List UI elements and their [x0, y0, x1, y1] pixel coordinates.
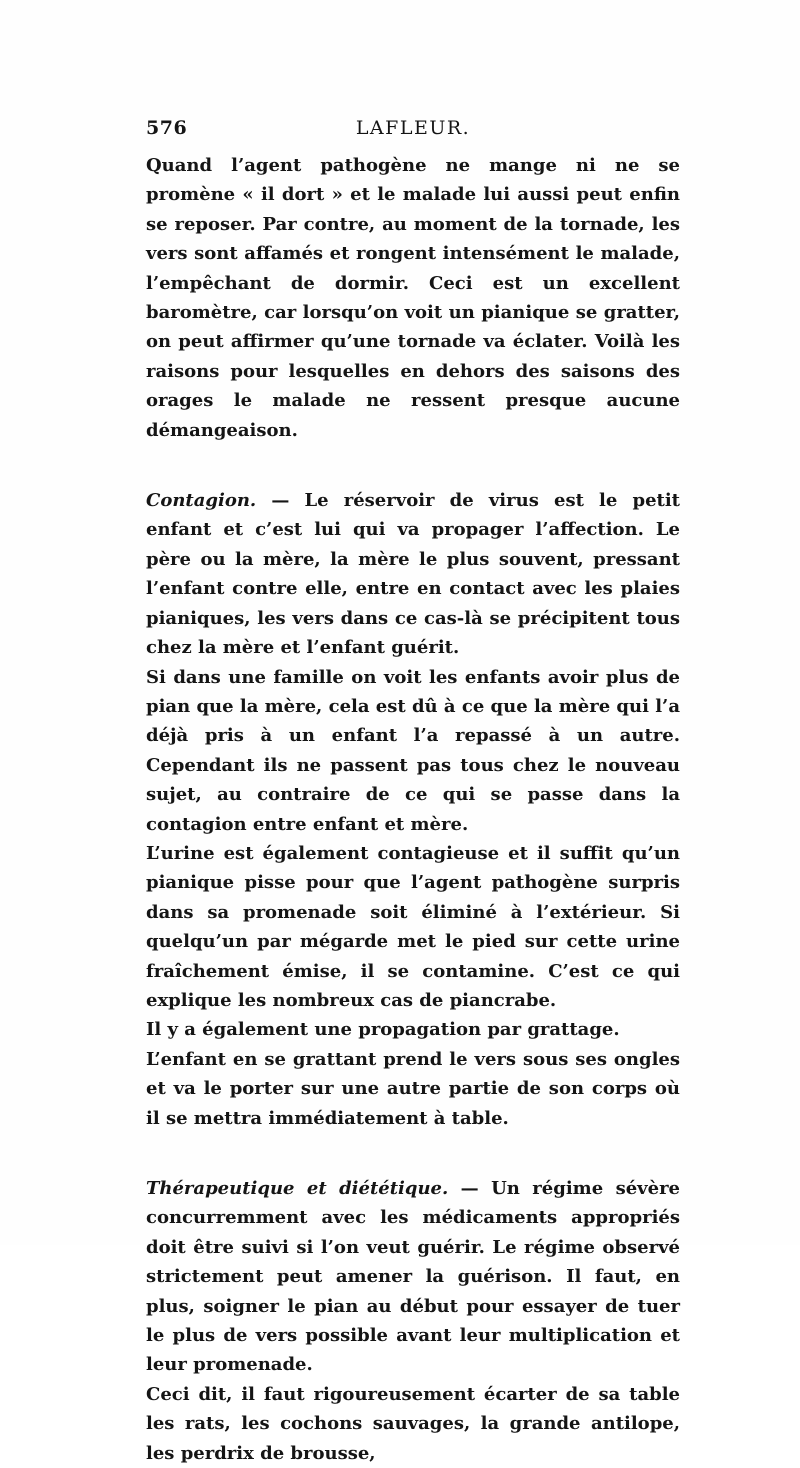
- paragraph-famille: Si dans une famille on voit les enfants avoir plus de pian que la mère, cela est dû à ce que la mère qui l’a déjà pris à un enfant l’a repassé à un autre. Cependant ils ne passent pas tous chez le nouveau sujet, au contraire de ce qui se passe dans la contagion entre enfant et mère.: [146, 666, 680, 835]
- page-body: [146, 151, 680, 1468]
- page-header: [146, 117, 680, 147]
- section-title-contagion: Contagion.: [146, 490, 257, 512]
- paragraph-regime-table: Ceci dit, il faut rigoureusement écarter de sa table les rats, les cochons sauvages, la grande antilope, les perdrix de brousse,: [146, 1383, 680, 1464]
- paragraph-therapeutique: [146, 1174, 680, 1380]
- paragraph-therapeutique-text: — Un régime sévère concurremment avec les médicaments appropriés doit être suivi si l’on veut guérir. Le régime observé strictement peut amener la guérison. Il faut, en plus, soigner le pian au début pour essayer de tuer le plus de vers possible avant leur multiplication et leur promenade.: [146, 1178, 680, 1376]
- section-title-therapeutique: Thérapeutique et diététique.: [146, 1178, 449, 1199]
- running-head: LAFLEUR.: [355, 117, 471, 139]
- paragraph-tornade: Quand l’agent pathogène ne mange ni ne se promène « il dort » et le malade lui aussi peut enfin se reposer. Par contre, au moment de la tornade, les vers sont affamés et rongent intensément le malade, l’empêchant de dormir. Ceci est un excellent baromètre, car lorsqu’on voit un pianique se gratter, on peut affirmer qu’une tornade va éclater. Voilà les raisons pour lesquelles en dehors des saisons des orages le malade ne ressent presque aucune démangeaison.: [146, 155, 680, 441]
- section-gap: [146, 445, 680, 486]
- paragraph-enfant-grattant: L’enfant en se grattant prend le vers sous ses ongles et va le porter sur une autre partie de son corps où il se mettra immédiatement à table.: [146, 1048, 680, 1129]
- paragraph-contagion: [146, 486, 680, 662]
- section-gap: [146, 1133, 680, 1174]
- page-number: 576: [146, 117, 188, 139]
- paragraph-grattage: Il y a également une propagation par grattage.: [146, 1019, 620, 1041]
- paragraph-contagion-text: — Le réservoir de virus est le petit enfant et c’est lui qui va propager l’affection. Le père ou la mère, la mère le plus souvent, pressant l’enfant contre elle, entre en contact avec les plaies pianiques, les vers dans ce cas-là se précipitent tous chez la mère et l’enfant guérit.: [146, 490, 680, 659]
- paragraph-urine: L’urine est également contagieuse et il suffit qu’un pianique pisse pour que l’agent pathogène surpris dans sa promenade soit éliminé à l’extérieur. Si quelqu’un par mégarde met le pied sur cette urine fraîchement émise, il se contamine. C’est ce qui explique les nombreux cas de piancrabe.: [146, 842, 680, 1011]
